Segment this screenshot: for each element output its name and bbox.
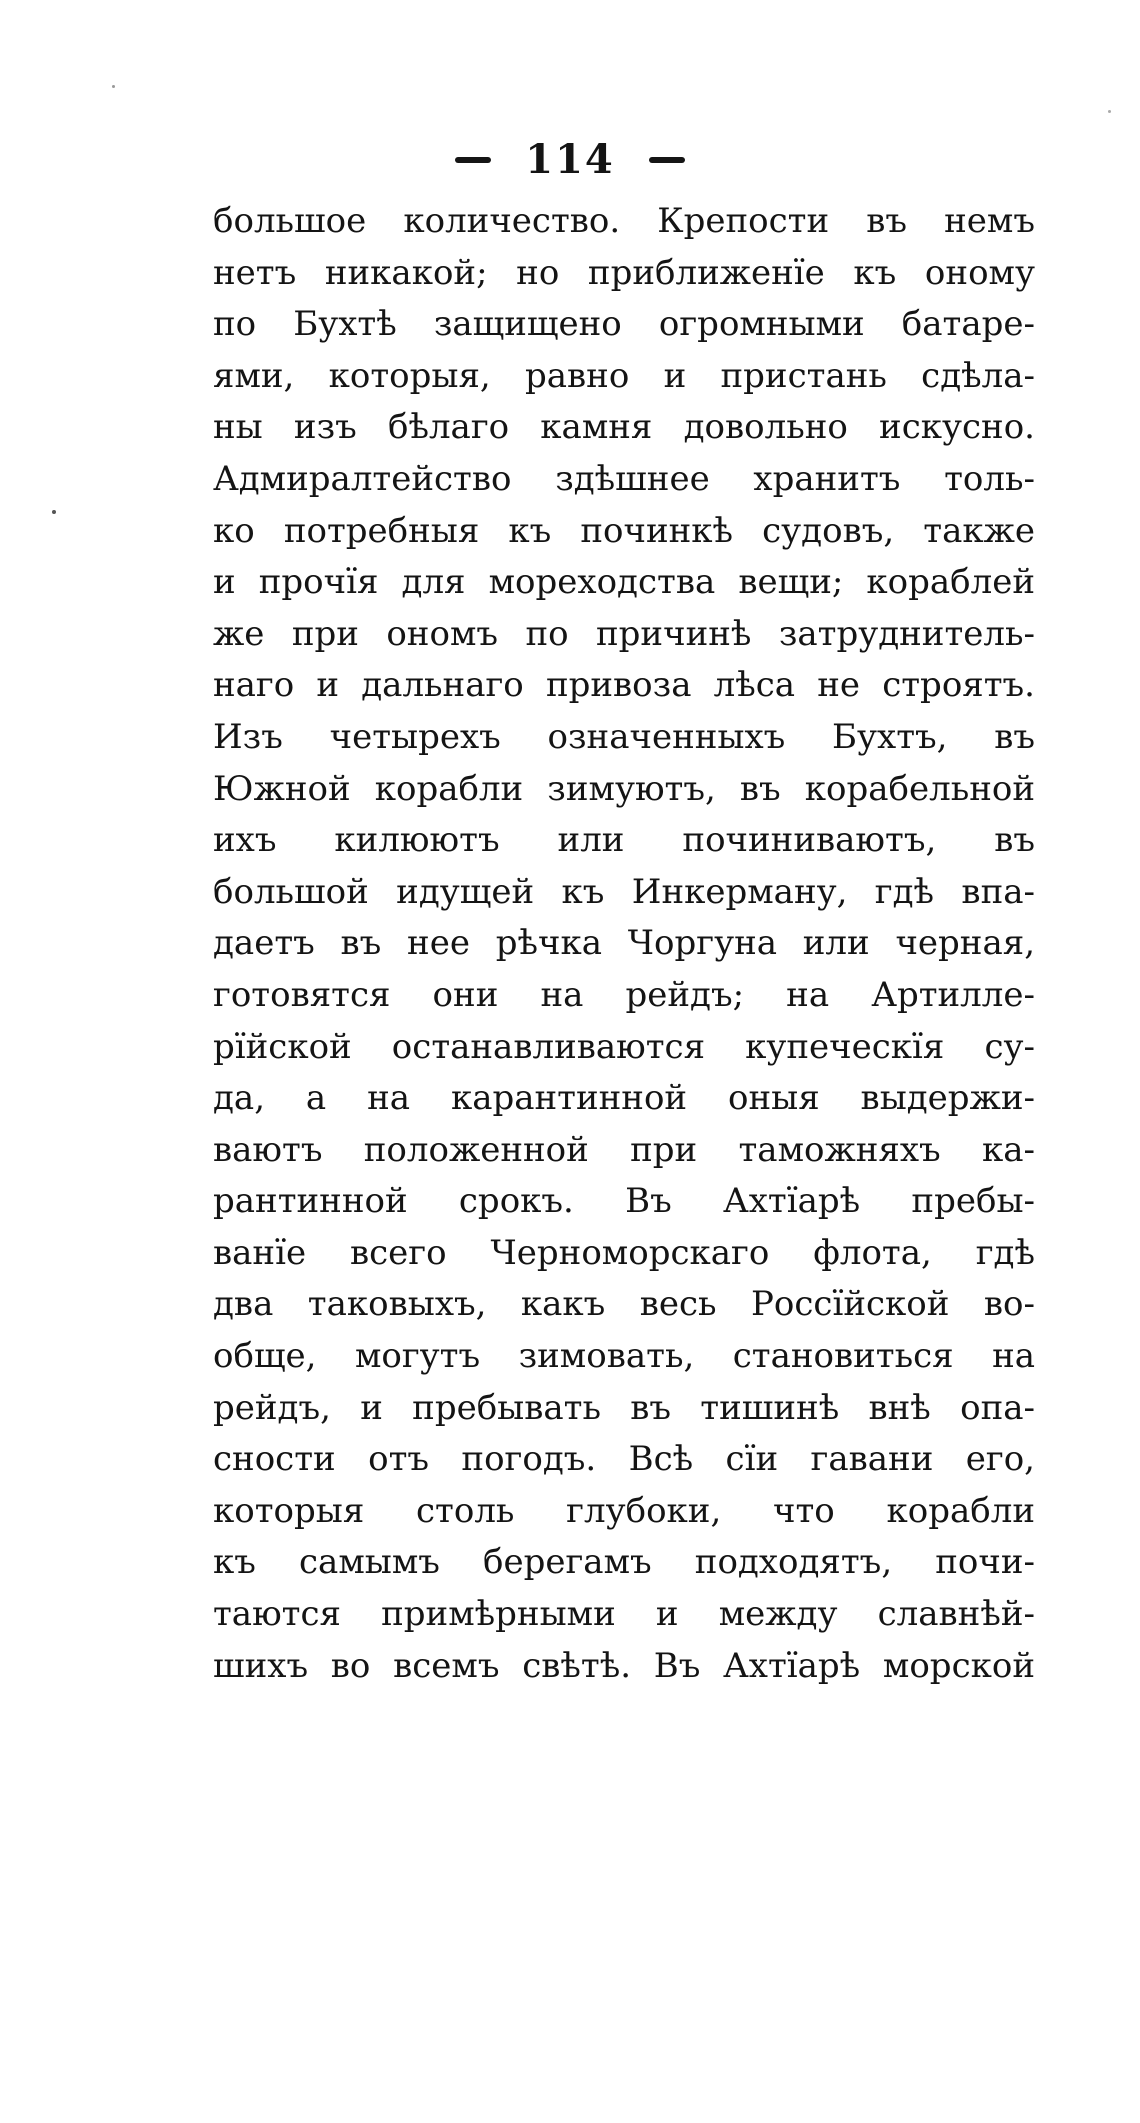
- page-number: 114: [525, 136, 615, 183]
- header-dash-right: [649, 157, 685, 163]
- text-line: къ самымъ берегамъ подходятъ, почи-: [213, 1542, 1035, 1583]
- text-line: большой идущей къ Инкерману, гдѣ впа-: [213, 871, 1035, 912]
- text-line: два таковыхъ, какъ весь Россїйской во-: [213, 1284, 1035, 1325]
- text-line: рантинной срокъ. Въ Ахтїарѣ пребы-: [213, 1181, 1035, 1222]
- paper-speck: [1108, 110, 1111, 113]
- text-line: ко потребныя къ починкѣ судовъ, также: [213, 510, 1035, 551]
- page-header: [0, 130, 1140, 190]
- paper-speck: [52, 510, 56, 514]
- text-line: готовятся они на рейдъ; на Артилле-: [213, 974, 1035, 1015]
- text-line: ями, которыя, равно и пристань сдѣла-: [213, 355, 1035, 396]
- text-line: нетъ никакой; но приближенїе къ оному: [213, 252, 1035, 293]
- text-line: которыя столь глубоки, что корабли: [213, 1490, 1035, 1531]
- text-line: ны изъ бѣлаго камня довольно искусно.: [213, 407, 1035, 448]
- text-line: и прочїя для мореходства вещи; кораблей: [213, 562, 1035, 603]
- text-line: ваютъ положенной при таможняхъ ка-: [213, 1129, 1035, 1170]
- text-line: наго и дальнаго привоза лѣса не строятъ.: [213, 665, 1035, 706]
- text-line: по Бухтѣ защищено огромными батаре-: [213, 304, 1035, 345]
- body-text: [213, 196, 1035, 1692]
- text-line: большое количество. Крепости въ немъ: [213, 201, 1035, 241]
- text-line: рїйской останавливаются купеческїя су-: [213, 1026, 1035, 1067]
- text-line: даетъ въ нее рѣчка Чоргуна или черная,: [213, 923, 1035, 964]
- text-line: Адмиралтейство здѣшнее хранитъ толь-: [213, 458, 1035, 499]
- paper-speck: [112, 85, 115, 88]
- text-line: ихъ килюютъ или починиваютъ, въ: [213, 820, 1035, 861]
- text-line: рейдъ, и пребывать въ тишинѣ внѣ опа-: [213, 1387, 1035, 1428]
- text-line: же при ономъ по причинѣ затруднитель-: [213, 613, 1035, 654]
- text-line: таются примѣрными и между славнѣй-: [213, 1594, 1035, 1635]
- text-line: шихъ во всемъ свѣтѣ. Въ Ахтїарѣ морской: [213, 1645, 1035, 1686]
- text-line: да, а на карантинной оныя выдержи-: [213, 1078, 1035, 1119]
- text-line: ванїе всего Черноморскаго флота, гдѣ: [213, 1232, 1035, 1273]
- text-line: обще, могутъ зимовать, становиться на: [213, 1336, 1035, 1377]
- text-line: Южной корабли зимуютъ, въ корабельной: [213, 768, 1035, 809]
- header-dash-left: [455, 157, 491, 163]
- text-line: Изъ четырехъ означенныхъ Бухтъ, въ: [213, 716, 1035, 757]
- text-line: сности отъ погодъ. Всѣ сїи гавани его,: [213, 1439, 1035, 1480]
